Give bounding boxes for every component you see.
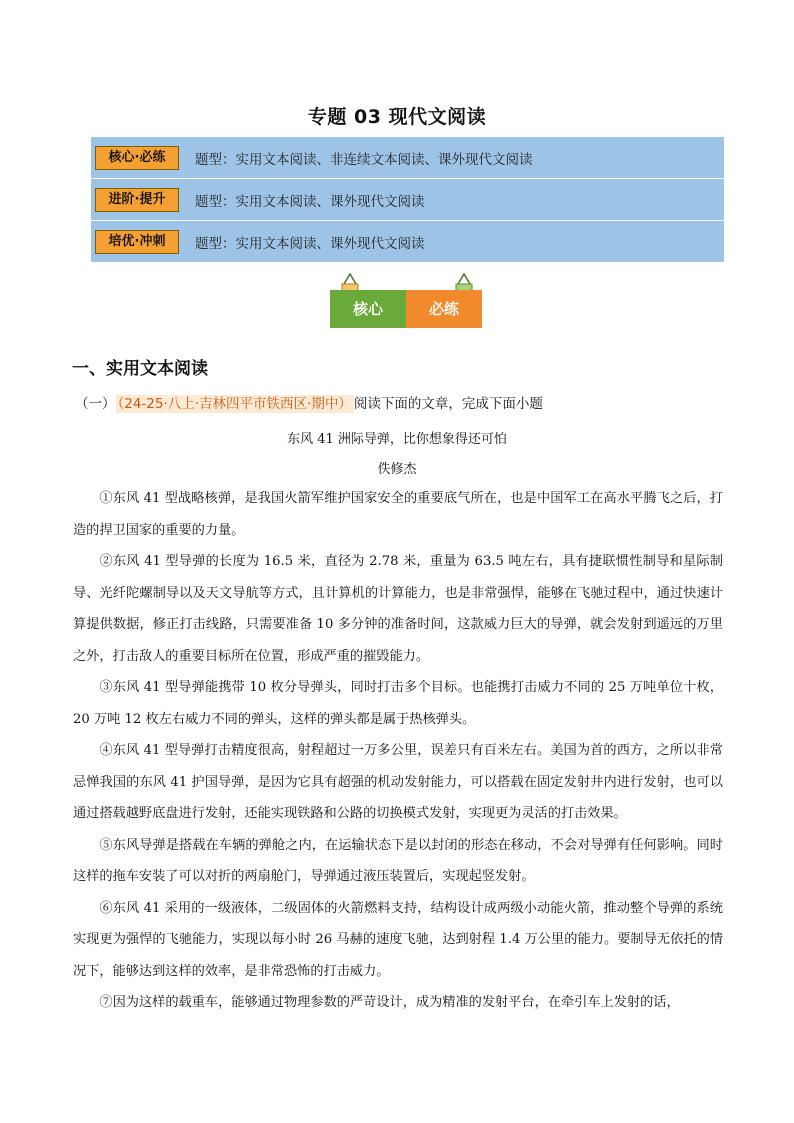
source-tag: （24-25·八上·吉林四平市铁西区·期中） xyxy=(117,396,352,412)
level-row-excel xyxy=(91,221,724,262)
article-paragraph: ⑦因为这样的载重车，能够通过物理参数的严苛设计，成为精准的发射平台，在牵引车上发射的话， xyxy=(99,995,680,1010)
section-banner xyxy=(330,272,482,330)
article-paragraph: ⑤东风导弹是搭载在车辆的弹舱之内，在运输状态下是以封闭的形态在移动，不会对导弹有任何影响。同时这样的拖车安装了可以对折的两扇舱门，导弹通过液压装置后，实现起竖发射。 xyxy=(73,837,723,884)
level-row-advance xyxy=(91,179,724,221)
article-body xyxy=(73,483,723,1019)
article-title: 东风 41 洲际导弹，比你想象得还可怕 xyxy=(287,432,507,447)
level-badge: 核心·必练 xyxy=(95,146,179,170)
section-heading: 一、实用文本阅读 xyxy=(72,359,208,379)
banner-left-label: 核心 xyxy=(330,290,406,328)
question-instruction: 阅读下面的文章，完成下面小题 xyxy=(353,396,543,412)
article-paragraph: ②东风 41 型导弹的长度为 16.5 米，直径为 2.78 米，重量为 63.5 吨左右，具有捷联惯性制导和星际制导、光纤陀螺制导以及天文导航等方式，且计算机的计算能力，也是非常强悍，能够在飞驰过程中，通过快速计算提供数据，修正打击线路，只需要准备 10 多分钟的准备时间，这款威力巨大的导弹，就会发射到遥远的万里之外，打击敌人的重要目标所在位置，形成严重的摧毁能力。 xyxy=(73,554,723,664)
level-text: 题型：实用文本阅读、课外现代文阅读 xyxy=(195,193,425,210)
article-paragraph: ④东风 41 型导弹打击精度很高，射程超过一万多公里，误差只有百米左右。美国为首的西方，之所以非常忌惮我国的东风 41 护国导弹，是因为它具有超强的机动发射能力，可以搭载在固定发射井内进行发射，也可以通过搭载越野底盘进行发射，还能实现铁路和公路的切换模式发射，实现更为灵活的打击效果。 xyxy=(73,743,723,821)
article-paragraph: ①东风 41 型战略核弹，是我国火箭军维护国家安全的重要底气所在，也是中国军工在高水平腾飞之后，打造的捍卫国家的重要的力量。 xyxy=(73,491,723,538)
page-title: 专题 03 现代文阅读 xyxy=(307,106,487,128)
level-text: 题型：实用文本阅读、非连续文本阅读、课外现代文阅读 xyxy=(195,151,533,168)
question-source-line xyxy=(75,392,543,412)
level-table xyxy=(91,137,724,262)
article-paragraph: ⑥东风 41 采用的一级液体，二级固体的火箭燃料支持，结构设计成两级小动能火箭，推动整个导弹的系统实现更为强悍的飞驰能力，实现以每小时 26 马赫的速度飞驰，达到射程 1.4 万公里的能力。要制导无依托的情况下，能够达到这样的效率，是非常恐怖的打击威力。 xyxy=(73,900,723,979)
level-text: 题型：实用文本阅读、课外现代文阅读 xyxy=(195,235,425,252)
level-badge: 进阶·提升 xyxy=(95,188,179,212)
level-badge: 培优·冲刺 xyxy=(95,230,179,254)
question-number: （一） xyxy=(75,396,116,412)
banner-right-label: 必练 xyxy=(406,290,482,328)
article-author: 佚修杰 xyxy=(377,462,417,477)
article-paragraph: ③东风 41 型导弹能携带 10 枚分导弹头，同时打击多个目标。也能携打击威力不同的 25 万吨单位十枚，20 万吨 12 枚左右威力不同的弹头，这样的弹头都是属于热核弹头。 xyxy=(73,680,723,727)
level-row-core xyxy=(91,137,724,179)
